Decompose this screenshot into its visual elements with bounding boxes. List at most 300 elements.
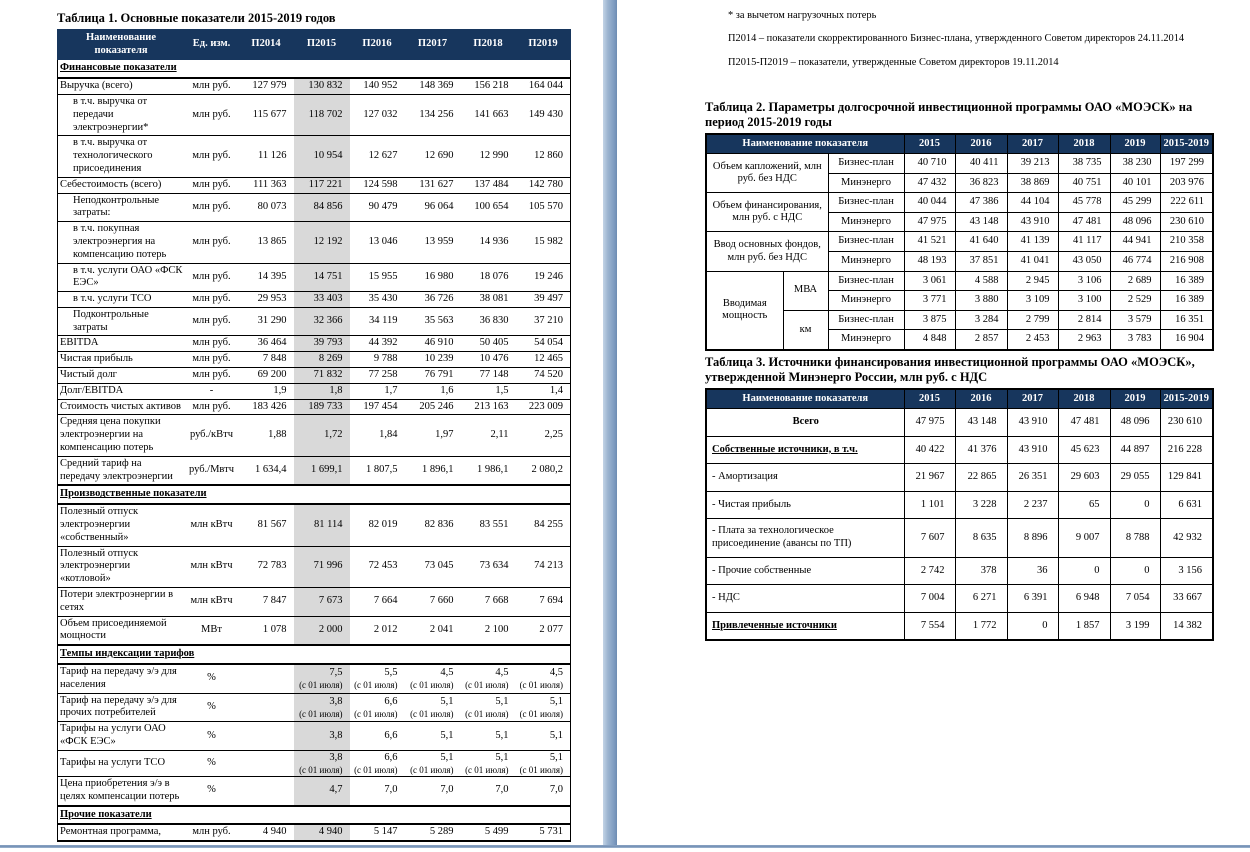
indicator-name: Полезный отпуск электроэнергии «собственный» bbox=[58, 504, 185, 546]
year-value-cell: 71 996 bbox=[294, 546, 350, 587]
table2-value-cell: 41 139 bbox=[1007, 232, 1058, 252]
year-value-cell: 164 044 bbox=[516, 78, 571, 94]
year-value-cell: 81 114 bbox=[294, 504, 350, 546]
unit-cell: руб./Мвтч bbox=[185, 456, 239, 485]
year-value-cell bbox=[239, 722, 294, 751]
unit-cell: млн руб. bbox=[185, 824, 239, 841]
indicator-name: в т.ч. выручка от технологического присоединения bbox=[58, 136, 185, 177]
year-value-cell: 6,6 (с 01 июля) bbox=[350, 693, 405, 722]
table3-row bbox=[706, 519, 1213, 557]
table2 bbox=[705, 133, 1214, 352]
table2-value-cell: 40 710 bbox=[904, 154, 955, 174]
table1-row bbox=[58, 664, 571, 693]
table3-value-cell: 8 788 bbox=[1110, 519, 1160, 557]
year-value-cell: 5,1 bbox=[405, 722, 461, 751]
year-value-cell: 5,1 bbox=[516, 722, 571, 751]
page-left bbox=[0, 0, 603, 845]
table1-row bbox=[58, 336, 571, 352]
year-value-cell: 35 563 bbox=[405, 307, 461, 336]
table2-year-header: 2019 bbox=[1110, 134, 1160, 154]
year-value-cell: 4 940 bbox=[294, 824, 350, 841]
table1-row bbox=[58, 222, 571, 263]
group-label: Ввод основных фондов, млн руб. без НДС bbox=[706, 232, 828, 271]
table2-title: Таблица 2. Параметры долгосрочной инвестиционной программы ОАО «МОЭСК» на период 2015-2019 годы bbox=[705, 100, 1193, 129]
unit-cell: % bbox=[185, 776, 239, 805]
year-value-cell: 14 751 bbox=[294, 263, 350, 292]
table3-year-header: 2016 bbox=[955, 389, 1007, 409]
year-value-cell: 1,72 bbox=[294, 415, 350, 456]
unit-cell: % bbox=[185, 722, 239, 751]
year-value-cell: 5,1 (с 01 июля) bbox=[516, 693, 571, 722]
table3-row bbox=[706, 557, 1213, 585]
table1-col-header: П2017 bbox=[405, 29, 461, 60]
year-value-cell: 7 664 bbox=[350, 588, 405, 617]
year-value-cell: 13 959 bbox=[405, 222, 461, 263]
year-value-cell: 1,88 bbox=[239, 415, 294, 456]
table3-value-cell: 216 228 bbox=[1160, 436, 1213, 464]
year-value-cell: 223 009 bbox=[516, 399, 571, 415]
table2-year-header: 2016 bbox=[955, 134, 1007, 154]
table3-value-cell: 230 610 bbox=[1160, 409, 1213, 437]
table3-value-cell: 29 055 bbox=[1110, 464, 1160, 492]
year-value-cell: 29 953 bbox=[239, 292, 294, 308]
table2-value-cell: 2 963 bbox=[1058, 330, 1110, 350]
table2-value-cell: 47 386 bbox=[955, 193, 1007, 213]
table1-section-header: Прочие показатели bbox=[58, 806, 571, 825]
year-value-cell: 12 860 bbox=[516, 136, 571, 177]
year-value-cell: 34 119 bbox=[350, 307, 405, 336]
table3-header-row bbox=[706, 389, 1213, 409]
table2-value-cell: 3 783 bbox=[1110, 330, 1160, 350]
year-value-cell: 7,5 (с 01 июля) bbox=[294, 664, 350, 693]
table2-value-cell: 3 061 bbox=[904, 271, 955, 291]
page-bottom-edge bbox=[0, 845, 1250, 848]
year-value-cell: 5,1 (с 01 июля) bbox=[405, 693, 461, 722]
table1-row bbox=[58, 193, 571, 222]
table2-value-cell: 40 101 bbox=[1110, 173, 1160, 193]
year-value-cell: 84 856 bbox=[294, 193, 350, 222]
table2-value-cell: 2 945 bbox=[1007, 271, 1058, 291]
table3-container bbox=[705, 355, 1212, 641]
year-value-cell bbox=[239, 693, 294, 722]
table1-row bbox=[58, 616, 571, 645]
year-value-cell: 76 791 bbox=[405, 368, 461, 384]
year-value-cell: 4,5 (с 01 июля) bbox=[461, 664, 516, 693]
year-value-cell: 2,11 bbox=[461, 415, 516, 456]
year-value-cell: 137 484 bbox=[461, 177, 516, 193]
group-label: Вводимая мощность bbox=[706, 271, 783, 350]
year-value-cell: 4,5 (с 01 июля) bbox=[405, 664, 461, 693]
table2-value-cell: 16 389 bbox=[1160, 271, 1213, 291]
table2-row bbox=[706, 310, 1213, 330]
table2-container bbox=[705, 100, 1212, 351]
year-value-cell: 5 731 bbox=[516, 824, 571, 841]
table1-container bbox=[57, 11, 570, 842]
year-value-cell: 39 793 bbox=[294, 336, 350, 352]
indicator-name: Ремонтная программа, bbox=[58, 824, 185, 841]
table3-value-cell: 3 228 bbox=[955, 491, 1007, 519]
year-value-cell: 73 045 bbox=[405, 546, 461, 587]
unit-cell: % bbox=[185, 750, 239, 776]
footnote-load-losses: * за вычетом нагрузочных потерь bbox=[728, 10, 877, 21]
year-value-cell: 36 830 bbox=[461, 307, 516, 336]
year-value-cell: 142 780 bbox=[516, 177, 571, 193]
year-value-cell: 7 848 bbox=[239, 352, 294, 368]
year-value-cell: 205 246 bbox=[405, 399, 461, 415]
table3-value-cell: 6 948 bbox=[1058, 585, 1110, 613]
table2-value-cell: 210 358 bbox=[1160, 232, 1213, 252]
indicator-name: Цена приобретения э/э в целях компенсации потерь bbox=[58, 776, 185, 805]
unit-cell: млн руб. bbox=[185, 399, 239, 415]
year-value-cell: 2 041 bbox=[405, 616, 461, 645]
unit-cell: млн руб. bbox=[185, 352, 239, 368]
table3-value-cell: 1 101 bbox=[904, 491, 955, 519]
table2-value-cell: 3 579 bbox=[1110, 310, 1160, 330]
year-value-cell: 131 627 bbox=[405, 177, 461, 193]
table1-col-header: П2016 bbox=[350, 29, 405, 60]
footnote-p2014: П2014 – показатели скорректированного Бизнес-плана, утвержденного Советом директоров 24.11.2014 bbox=[728, 33, 1185, 45]
table2-year-header: 2015 bbox=[904, 134, 955, 154]
year-value-cell: 7 668 bbox=[461, 588, 516, 617]
year-value-cell: 2 080,2 bbox=[516, 456, 571, 485]
year-value-cell: 1,6 bbox=[405, 383, 461, 399]
table2-value-cell: 3 109 bbox=[1007, 291, 1058, 311]
table3-value-cell: 44 897 bbox=[1110, 436, 1160, 464]
indicator-name: Стоимость чистых активов bbox=[58, 399, 185, 415]
indicator-name: Полезный отпуск электроэнергии «котловой» bbox=[58, 546, 185, 587]
table1-row bbox=[58, 415, 571, 456]
year-value-cell: 44 392 bbox=[350, 336, 405, 352]
year-value-cell: 1 699,1 bbox=[294, 456, 350, 485]
table3-value-cell: 378 bbox=[955, 557, 1007, 585]
year-value-cell: 81 567 bbox=[239, 504, 294, 546]
table2-value-cell: 4 848 bbox=[904, 330, 955, 350]
year-value-cell: 12 465 bbox=[516, 352, 571, 368]
table3-value-cell: 14 382 bbox=[1160, 612, 1213, 640]
table3-value-cell: 8 896 bbox=[1007, 519, 1058, 557]
year-value-cell: 5 147 bbox=[350, 824, 405, 841]
table3-value-cell: 6 631 bbox=[1160, 491, 1213, 519]
year-value-cell: 156 218 bbox=[461, 78, 516, 94]
table2-value-cell: 40 411 bbox=[955, 154, 1007, 174]
year-value-cell: 127 032 bbox=[350, 94, 405, 135]
indicator-name: Себестоимость (всего) bbox=[58, 177, 185, 193]
year-value-cell: 1,8 bbox=[294, 383, 350, 399]
table3-name-header: Наименование показателя bbox=[706, 389, 904, 409]
source-name: - Плата за технологическое присоединение (авансы по ТП) bbox=[706, 519, 904, 557]
year-value-cell: 80 073 bbox=[239, 193, 294, 222]
table3-value-cell: 7 554 bbox=[904, 612, 955, 640]
table3-value-cell: 3 199 bbox=[1110, 612, 1160, 640]
unit-cell: % bbox=[185, 693, 239, 722]
year-value-cell: 12 192 bbox=[294, 222, 350, 263]
table1-row bbox=[58, 383, 571, 399]
table1-row bbox=[58, 292, 571, 308]
source-name: - Прочие собственные bbox=[706, 557, 904, 585]
table3-value-cell: 9 007 bbox=[1058, 519, 1110, 557]
table3-year-header: 2015 bbox=[904, 389, 955, 409]
indicator-name: Тарифы на услуги ОАО «ФСК ЕЭС» bbox=[58, 722, 185, 751]
table3-year-header: 2017 bbox=[1007, 389, 1058, 409]
indicator-name: Тарифы на услуги ТСО bbox=[58, 750, 185, 776]
year-value-cell: 73 634 bbox=[461, 546, 516, 587]
source-name: Всего bbox=[706, 409, 904, 437]
year-value-cell: 14 936 bbox=[461, 222, 516, 263]
year-value-cell: 77 148 bbox=[461, 368, 516, 384]
unit-cell: млн руб. bbox=[185, 136, 239, 177]
table3-title: Таблица 3. Источники финансирования инвестиционной программы ОАО «МОЭСК», утвержденной Минэнерго России, млн руб. с НДС bbox=[705, 355, 1195, 384]
table2-value-cell: 48 096 bbox=[1110, 212, 1160, 232]
year-value-cell: 5,1 bbox=[461, 722, 516, 751]
table3-value-cell: 47 975 bbox=[904, 409, 955, 437]
table3-value-cell: 6 391 bbox=[1007, 585, 1058, 613]
year-value-cell: 10 954 bbox=[294, 136, 350, 177]
year-value-cell: 31 290 bbox=[239, 307, 294, 336]
table2-value-cell: 3 100 bbox=[1058, 291, 1110, 311]
table2-name-header: Наименование показателя bbox=[706, 134, 904, 154]
year-value-cell: 1 986,1 bbox=[461, 456, 516, 485]
year-value-cell: 1,5 bbox=[461, 383, 516, 399]
table3-row bbox=[706, 491, 1213, 519]
table2-value-cell: 16 351 bbox=[1160, 310, 1213, 330]
table2-value-cell: 45 778 bbox=[1058, 193, 1110, 213]
year-value-cell: 10 476 bbox=[461, 352, 516, 368]
table2-value-cell: 16 904 bbox=[1160, 330, 1213, 350]
table1-header-row bbox=[58, 29, 571, 60]
table3-value-cell: 6 271 bbox=[955, 585, 1007, 613]
table1-row bbox=[58, 368, 571, 384]
year-value-cell: 118 702 bbox=[294, 94, 350, 135]
table2-value-cell: 37 851 bbox=[955, 252, 1007, 272]
year-value-cell: 3,8 (с 01 июля) bbox=[294, 693, 350, 722]
table3-year-header: 2019 bbox=[1110, 389, 1160, 409]
subgroup-label: МВА bbox=[783, 271, 828, 310]
table1-title: Таблица 1. Основные показатели 2015-2019 годов bbox=[57, 11, 336, 25]
year-value-cell: 84 255 bbox=[516, 504, 571, 546]
table3-value-cell: 21 967 bbox=[904, 464, 955, 492]
page-divider-bar bbox=[603, 0, 617, 845]
table3-value-cell: 43 910 bbox=[1007, 436, 1058, 464]
year-value-cell: 115 677 bbox=[239, 94, 294, 135]
table3-value-cell: 42 932 bbox=[1160, 519, 1213, 557]
table2-value-cell: 40 044 bbox=[904, 193, 955, 213]
year-value-cell: 1 807,5 bbox=[350, 456, 405, 485]
year-value-cell: 1 078 bbox=[239, 616, 294, 645]
table3-value-cell: 0 bbox=[1007, 612, 1058, 640]
year-value-cell: 54 054 bbox=[516, 336, 571, 352]
year-value-cell: 130 832 bbox=[294, 78, 350, 94]
year-value-cell: 134 256 bbox=[405, 94, 461, 135]
unit-cell: МВт bbox=[185, 616, 239, 645]
year-value-cell: 105 570 bbox=[516, 193, 571, 222]
plan-label: Бизнес-план bbox=[828, 271, 904, 291]
year-value-cell: 141 663 bbox=[461, 94, 516, 135]
table1-row bbox=[58, 136, 571, 177]
year-value-cell: 10 239 bbox=[405, 352, 461, 368]
table3-value-cell: 7 607 bbox=[904, 519, 955, 557]
year-value-cell: 36 464 bbox=[239, 336, 294, 352]
year-value-cell: 8 269 bbox=[294, 352, 350, 368]
table1-col-header: П2015 bbox=[294, 29, 350, 60]
year-value-cell: 111 363 bbox=[239, 177, 294, 193]
indicator-name: Тариф на передачу э/э для прочих потребителей bbox=[58, 693, 185, 722]
indicator-name: в т.ч. услуги ОАО «ФСК ЕЭС» bbox=[58, 263, 185, 292]
table1-section-header: Темпы индексации тарифов bbox=[58, 645, 571, 664]
table1-row bbox=[58, 750, 571, 776]
indicator-name: Неподконтрольные затраты: bbox=[58, 193, 185, 222]
indicator-name: Выручка (всего) bbox=[58, 78, 185, 94]
year-value-cell: 50 405 bbox=[461, 336, 516, 352]
table2-row bbox=[706, 232, 1213, 252]
table2-row bbox=[706, 271, 1213, 291]
table1-section-header: Финансовые показатели bbox=[58, 60, 571, 78]
page-right bbox=[617, 0, 1250, 845]
table1-col-header: П2018 bbox=[461, 29, 516, 60]
year-value-cell: 35 430 bbox=[350, 292, 405, 308]
year-value-cell: 72 783 bbox=[239, 546, 294, 587]
table2-value-cell: 3 284 bbox=[955, 310, 1007, 330]
table1-row bbox=[58, 824, 571, 841]
table3-value-cell: 48 096 bbox=[1110, 409, 1160, 437]
year-value-cell: 1,84 bbox=[350, 415, 405, 456]
table1-col-header: Наименование показателя bbox=[58, 29, 185, 60]
year-value-cell: 5 499 bbox=[461, 824, 516, 841]
plan-label: Минэнерго bbox=[828, 212, 904, 232]
year-value-cell: 5,1 (с 01 июля) bbox=[461, 750, 516, 776]
year-value-cell: 38 081 bbox=[461, 292, 516, 308]
year-value-cell: 3,8 bbox=[294, 722, 350, 751]
table2-value-cell: 39 213 bbox=[1007, 154, 1058, 174]
table3-value-cell: 43 910 bbox=[1007, 409, 1058, 437]
unit-cell: - bbox=[185, 383, 239, 399]
table3-value-cell: 26 351 bbox=[1007, 464, 1058, 492]
year-value-cell: 5,1 (с 01 июля) bbox=[405, 750, 461, 776]
unit-cell: млн кВтч bbox=[185, 504, 239, 546]
plan-label: Бизнес-план bbox=[828, 154, 904, 174]
year-value-cell: 7 694 bbox=[516, 588, 571, 617]
table2-value-cell: 2 814 bbox=[1058, 310, 1110, 330]
year-value-cell: 7 673 bbox=[294, 588, 350, 617]
year-value-cell: 2 000 bbox=[294, 616, 350, 645]
indicator-name: Долг/EBITDA bbox=[58, 383, 185, 399]
unit-cell: млн руб. bbox=[185, 94, 239, 135]
subgroup-label: км bbox=[783, 310, 828, 350]
year-value-cell: 124 598 bbox=[350, 177, 405, 193]
table2-value-cell: 43 910 bbox=[1007, 212, 1058, 232]
year-value-cell: 1,9 bbox=[239, 383, 294, 399]
year-value-cell: 72 453 bbox=[350, 546, 405, 587]
table2-value-cell: 3 106 bbox=[1058, 271, 1110, 291]
unit-cell: млн руб. bbox=[185, 263, 239, 292]
year-value-cell: 4,7 bbox=[294, 776, 350, 805]
table2-row bbox=[706, 154, 1213, 174]
year-value-cell: 7,0 bbox=[405, 776, 461, 805]
table3-value-cell: 47 481 bbox=[1058, 409, 1110, 437]
year-value-cell bbox=[239, 750, 294, 776]
table2-header-row bbox=[706, 134, 1213, 154]
indicator-name: в т.ч. покупная электроэнергия на компенсацию потерь bbox=[58, 222, 185, 263]
year-value-cell: 9 788 bbox=[350, 352, 405, 368]
table2-value-cell: 48 193 bbox=[904, 252, 955, 272]
table2-value-cell: 230 610 bbox=[1160, 212, 1213, 232]
table2-row bbox=[706, 193, 1213, 213]
table3-row bbox=[706, 464, 1213, 492]
table2-value-cell: 47 432 bbox=[904, 173, 955, 193]
year-value-cell: 148 369 bbox=[405, 78, 461, 94]
table3-value-cell: 1 857 bbox=[1058, 612, 1110, 640]
year-value-cell: 189 733 bbox=[294, 399, 350, 415]
table2-value-cell: 3 771 bbox=[904, 291, 955, 311]
footnotes bbox=[728, 10, 1228, 80]
unit-cell: млн кВтч bbox=[185, 588, 239, 617]
year-value-cell: 82 836 bbox=[405, 504, 461, 546]
year-value-cell: 5,5 (с 01 июля) bbox=[350, 664, 405, 693]
year-value-cell: 6,6 (с 01 июля) bbox=[350, 750, 405, 776]
source-name: Собственные источники, в т.ч. bbox=[706, 436, 904, 464]
year-value-cell: 11 126 bbox=[239, 136, 294, 177]
plan-label: Минэнерго bbox=[828, 291, 904, 311]
year-value-cell: 117 221 bbox=[294, 177, 350, 193]
table3-value-cell: 41 376 bbox=[955, 436, 1007, 464]
table1-row bbox=[58, 399, 571, 415]
unit-cell: млн руб. bbox=[185, 222, 239, 263]
year-value-cell: 14 395 bbox=[239, 263, 294, 292]
table3 bbox=[705, 388, 1214, 642]
table2-value-cell: 45 299 bbox=[1110, 193, 1160, 213]
year-value-cell: 7,0 bbox=[516, 776, 571, 805]
indicator-name: Объем присоединяемой мощности bbox=[58, 616, 185, 645]
unit-cell: % bbox=[185, 664, 239, 693]
year-value-cell: 69 200 bbox=[239, 368, 294, 384]
table1-row bbox=[58, 352, 571, 368]
year-value-cell: 3,8 (с 01 июля) bbox=[294, 750, 350, 776]
table1-section-row bbox=[58, 806, 571, 825]
table2-value-cell: 41 041 bbox=[1007, 252, 1058, 272]
table2-value-cell: 40 751 bbox=[1058, 173, 1110, 193]
table3-value-cell: 1 772 bbox=[955, 612, 1007, 640]
year-value-cell: 7 847 bbox=[239, 588, 294, 617]
year-value-cell: 7 660 bbox=[405, 588, 461, 617]
table3-value-cell: 3 156 bbox=[1160, 557, 1213, 585]
year-value-cell: 39 497 bbox=[516, 292, 571, 308]
table2-value-cell: 41 640 bbox=[955, 232, 1007, 252]
table3-row bbox=[706, 612, 1213, 640]
year-value-cell: 33 403 bbox=[294, 292, 350, 308]
table3-value-cell: 129 841 bbox=[1160, 464, 1213, 492]
table1-row bbox=[58, 588, 571, 617]
indicator-name: Подконтрольные затраты bbox=[58, 307, 185, 336]
table3-value-cell: 7 054 bbox=[1110, 585, 1160, 613]
year-value-cell: 183 426 bbox=[239, 399, 294, 415]
year-value-cell: 12 690 bbox=[405, 136, 461, 177]
table2-value-cell: 43 148 bbox=[955, 212, 1007, 232]
table2-value-cell: 43 050 bbox=[1058, 252, 1110, 272]
year-value-cell: 100 654 bbox=[461, 193, 516, 222]
source-name: - Амортизация bbox=[706, 464, 904, 492]
year-value-cell: 77 258 bbox=[350, 368, 405, 384]
year-value-cell: 37 210 bbox=[516, 307, 571, 336]
table2-value-cell: 38 869 bbox=[1007, 173, 1058, 193]
year-value-cell: 1 634,4 bbox=[239, 456, 294, 485]
year-value-cell: 2,25 bbox=[516, 415, 571, 456]
table2-value-cell: 4 588 bbox=[955, 271, 1007, 291]
unit-cell: млн руб. bbox=[185, 368, 239, 384]
table2-value-cell: 41 521 bbox=[904, 232, 955, 252]
table1-row bbox=[58, 776, 571, 805]
plan-label: Бизнес-план bbox=[828, 310, 904, 330]
year-value-cell: 16 980 bbox=[405, 263, 461, 292]
table3-value-cell: 29 603 bbox=[1058, 464, 1110, 492]
